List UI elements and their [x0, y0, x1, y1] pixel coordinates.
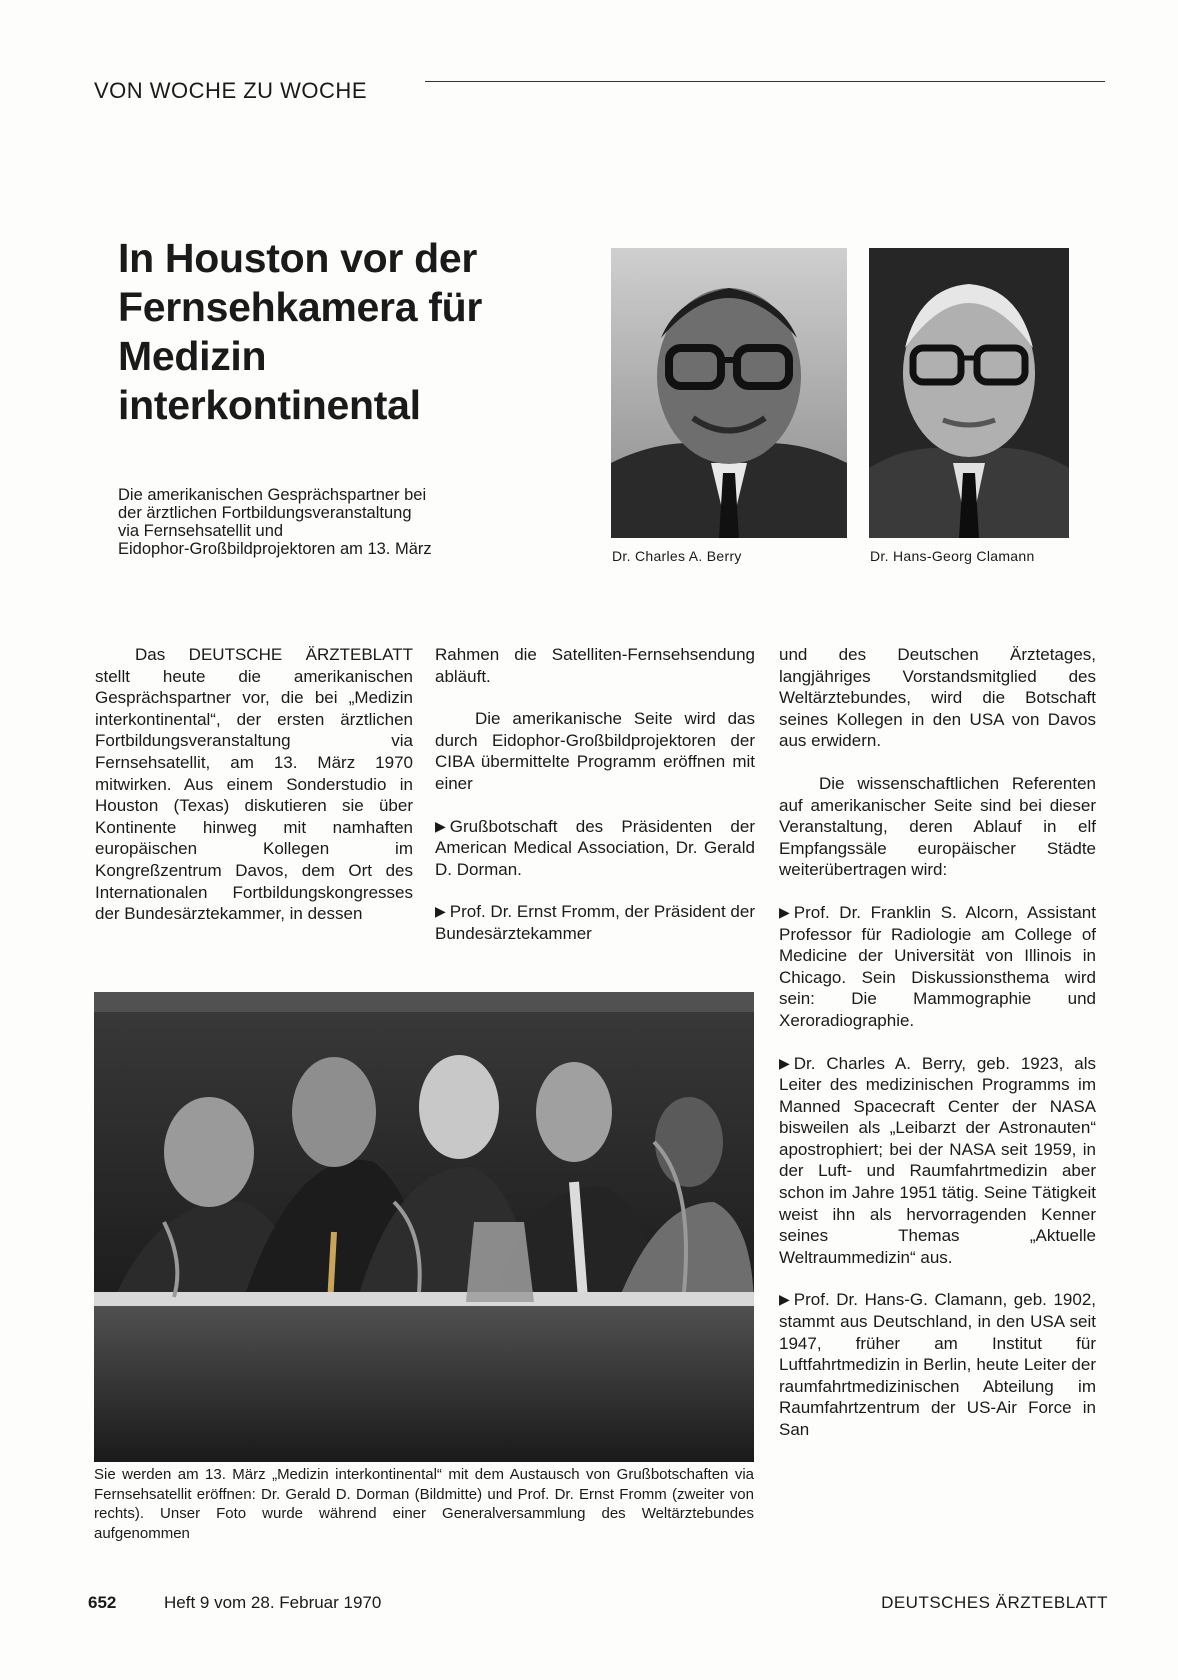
title-line: In Houston vor der — [118, 235, 478, 281]
triangle-bullet-icon: ▶ — [779, 1054, 790, 1071]
article-column-2 — [435, 644, 755, 966]
paragraph: Rahmen die Satelliten-Fernsehsendung abläuft. — [435, 645, 755, 686]
bullet-paragraph — [779, 902, 1096, 1032]
group-photo — [94, 992, 754, 1462]
portrait-caption-berry: Dr. Charles A. Berry — [612, 548, 742, 564]
title-line: Fernsehkamera für — [118, 284, 483, 330]
triangle-bullet-icon: ▶ — [435, 903, 446, 920]
article-title — [118, 234, 558, 430]
journal-name: DEUTSCHES ÄRZTEBLATT — [881, 1593, 1108, 1612]
paragraph: Die wissenschaftlichen Referenten auf amerikanischer Seite sind bei dieser Veranstaltung, deren Ablauf in elf Empfangssäle europäischer Städte weiterübertragen wird: — [779, 773, 1096, 880]
article-subtitle — [118, 486, 548, 558]
paragraph-text: Grußbotschaft des Präsidenten der American Medical Association, Dr. Gerald D. Dorman. — [435, 816, 755, 879]
paragraph-text: Dr. Charles A. Berry, geb. 1923, als Leiter des medizinischen Programms im Manned Spacecraft Center der NASA bisweilen als „Leibarzt der Astronauten“ apostrophiert; bei der NASA seit 1959, in der Luft- und Raumfahrtmedizin aber schon im Jahre 1951 tätig. Seine Tätigkeit weist ihn als hervorragenden Kenner seines Themas „Aktuelle Weltraummedizin“ aus. — [779, 1053, 1096, 1267]
subtitle-line: via Fernsehsatellit und — [118, 522, 284, 540]
title-line: interkontinental — [118, 382, 421, 428]
subtitle-line: Eidophor-Großbildprojektoren am 13. März — [118, 540, 432, 558]
subtitle-line: Die amerikanischen Gesprächspartner bei — [118, 486, 427, 504]
section-header: VON WOCHE ZU WOCHE — [94, 78, 367, 103]
triangle-bullet-icon: ▶ — [779, 903, 790, 920]
bullet-paragraph — [779, 1053, 1096, 1269]
paragraph-text: Prof. Dr. Franklin S. Alcorn, Assistant Professor für Radiologie am College of Medicine der Universität von Illinois in Chicago. Sein Diskussionsthema wird sein: Die Mammographie und Xeroradiographie. — [779, 902, 1096, 1030]
paragraph: Das DEUTSCHE ÄRZTEBLATT stellt heute die amerikanischen Gesprächspartner vor, die bei „Medizin interkontinental“, der ersten ärztlichen Fortbildungsveranstaltung via Fernsehsatellit, am 13. März 1970 mitwirken. Aus einem Sonderstudio in Houston (Texas) diskutieren sie über Kontinente hinweg mit namhaften europäischen Kollegen im Kongreßzentrum Davos, dem Ort des Internationalen Fortbildungskongresses der Bundesärztekammer, in dessen — [95, 645, 413, 924]
paragraph-text: Prof. Dr. Hans-G. Clamann, geb. 1902, stammt aus Deutschland, in den USA seit 1947, früher am Institut für Luftfahrtmedizin in Berlin, heute Leiter der raumfahrtmedizinischen Abteilung im Raumfahrtzentrum der US-Air Force in San — [779, 1290, 1096, 1439]
group-photo-caption: Sie werden am 13. März „Medizin interkontinental“ mit dem Austausch von Grußbotschaften via Fernsehsatellit eröffnen: Dr. Gerald D. Dorman (Bildmitte) und Prof. Dr. Ernst Fromm (zweiter von rechts). Unser Foto wurde während einer Generalversammlung des Weltärztebundes aufgenommen — [94, 1466, 754, 1542]
subtitle-line: der ärztlichen Fortbildungsveranstaltung — [118, 504, 412, 522]
title-line: Medizin — [118, 333, 267, 379]
triangle-bullet-icon: ▶ — [779, 1291, 790, 1308]
triangle-bullet-icon: ▶ — [435, 817, 446, 834]
header-rule — [425, 81, 1105, 82]
paragraph: Die amerikanische Seite wird das durch Eidophor-Großbildprojektoren der CIBA übermittelte Programm eröffnen mit einer — [435, 709, 755, 793]
bullet-paragraph — [435, 901, 755, 944]
portrait-photo-clamann — [869, 248, 1069, 538]
portrait-caption-clamann: Dr. Hans-Georg Clamann — [870, 548, 1035, 564]
article-column-3 — [779, 644, 1096, 1462]
portrait-photo-berry — [611, 248, 847, 538]
paragraph: und des Deutschen Ärztetages, langjähriges Vorstandsmitglied des Weltärztebundes, wird die Botschaft seines Kollegen in den USA von Davos aus erwidern. — [779, 645, 1096, 751]
paragraph-text: Prof. Dr. Ernst Fromm, der Präsident der Bundesärztekammer — [435, 902, 755, 943]
article-column-1 — [95, 644, 413, 946]
bullet-paragraph — [779, 1289, 1096, 1440]
page-number: 652 — [88, 1593, 117, 1612]
issue-info: Heft 9 vom 28. Februar 1970 — [164, 1593, 382, 1612]
bullet-paragraph — [435, 816, 755, 881]
